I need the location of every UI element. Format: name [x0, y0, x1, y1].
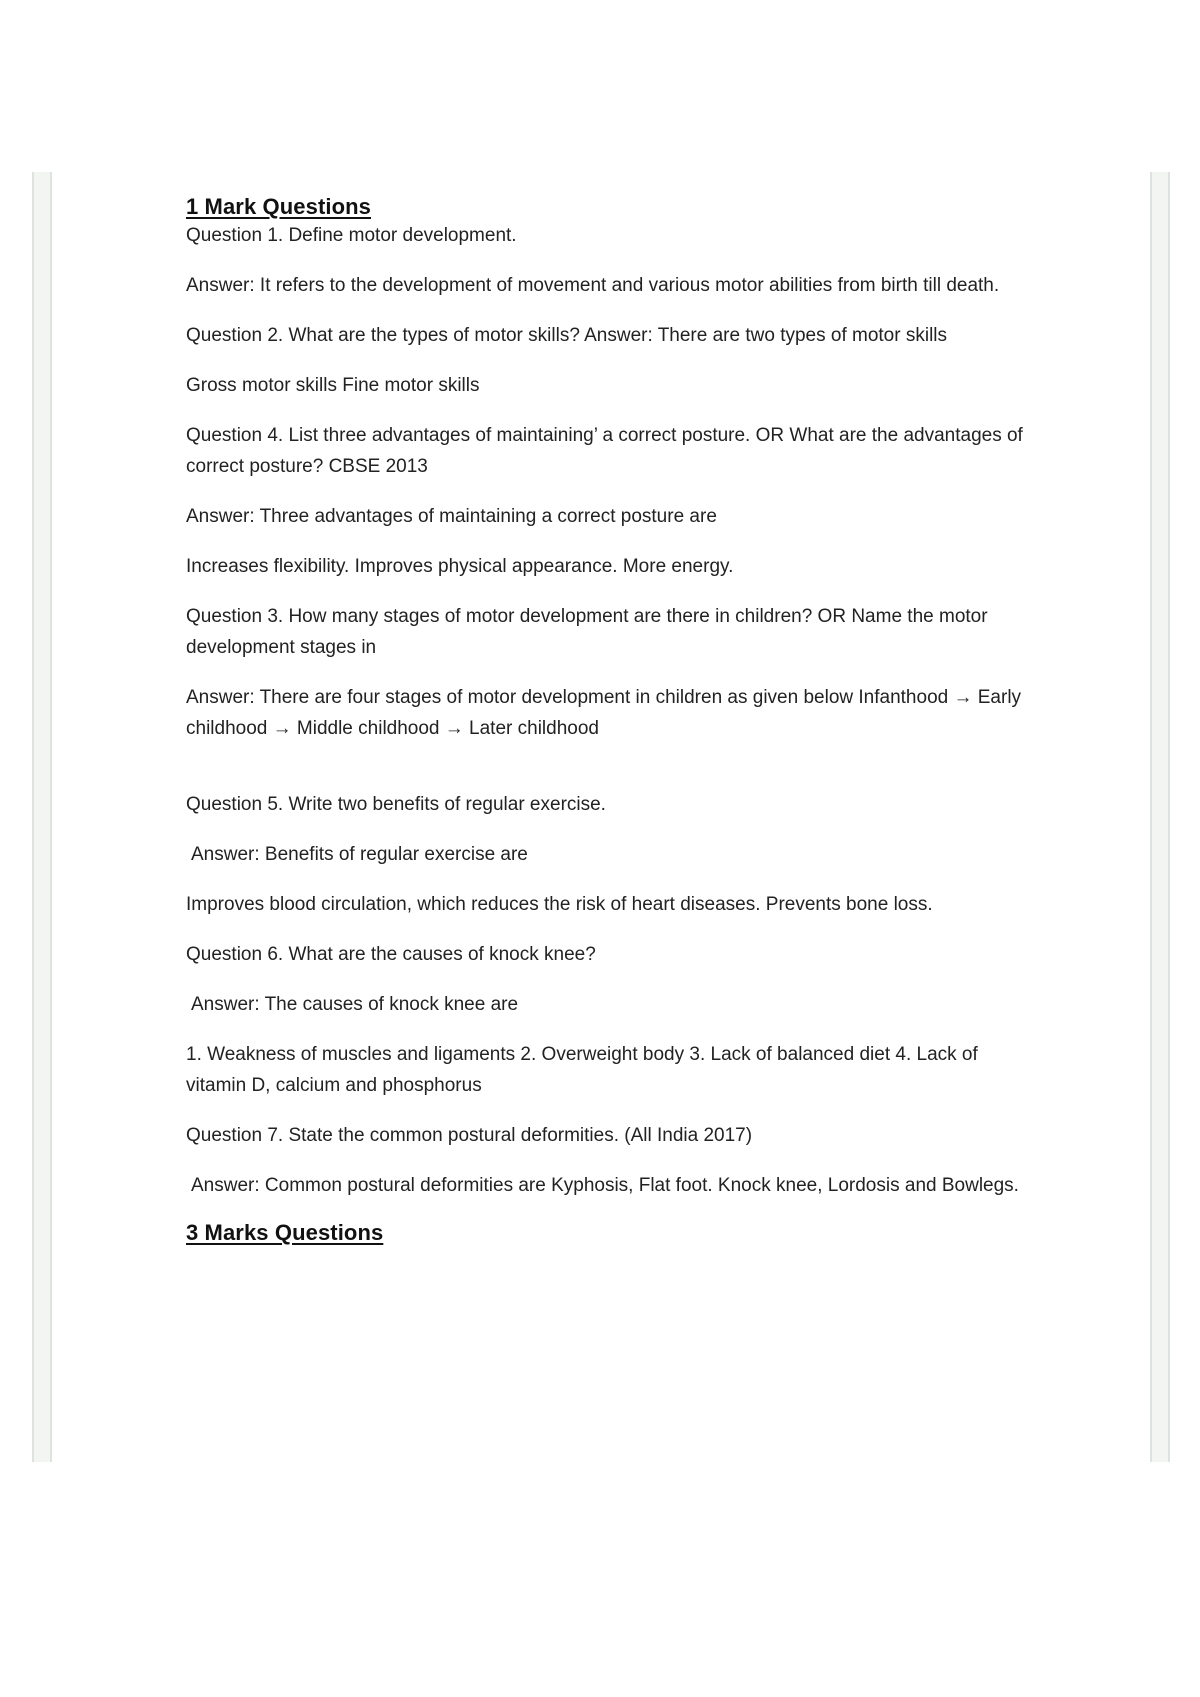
question-6: Question 6. What are the causes of knock knee?: [186, 944, 596, 965]
answer-4: Answer: Three advantages of maintaining a correct posture are: [186, 506, 717, 527]
question-7: Question 7. State the common postural deformities. (All India 2017): [186, 1125, 753, 1146]
section-heading-1-mark: 1 Mark Questions: [186, 194, 371, 219]
right-margin-rail: [1150, 172, 1170, 1462]
answer-1: Answer: It refers to the development of movement and various motor abilities from birth till death.: [186, 275, 1000, 296]
answer-6: Answer: The causes of knock knee are: [191, 994, 519, 1015]
section-heading-3-marks: 3 Marks Questions: [186, 1220, 384, 1245]
left-margin-rail: [32, 172, 52, 1462]
answer-2-list: Gross motor skills Fine motor skills: [186, 375, 480, 396]
answer-4-list: Increases flexibility. Improves physical appearance. More energy.: [186, 556, 734, 577]
document-body: [186, 194, 1026, 1246]
answer-7: Answer: Common postural deformities are Kyphosis, Flat foot. Knock knee, Lordosis and Bowlegs.: [191, 1175, 1019, 1196]
question-2: Question 2. What are the types of motor skills? Answer: There are two types of motor skills: [186, 325, 948, 346]
answer-3: Answer: There are four stages of motor development in children as given below Infanthood → Early childhood → Middle childhood → Later childhood: [186, 687, 1022, 739]
question-3: Question 3. How many stages of motor development are there in children? OR Name the motor development stages in: [186, 606, 988, 658]
answer-5-list: Improves blood circulation, which reduces the risk of heart diseases. Prevents bone loss.: [186, 894, 933, 915]
question-4: Question 4. List three advantages of maintaining’ a correct posture. OR What are the advantages of correct posture? CBSE 2013: [186, 425, 1023, 477]
question-5: Question 5. Write two benefits of regular exercise.: [186, 794, 606, 815]
answer-5: Answer: Benefits of regular exercise are: [191, 844, 528, 865]
question-1: Question 1. Define motor development.: [186, 225, 517, 246]
answer-6-list: 1. Weakness of muscles and ligaments 2. Overweight body 3. Lack of balanced diet 4. Lack of vitamin D, calcium and phosphorus: [186, 1044, 978, 1096]
